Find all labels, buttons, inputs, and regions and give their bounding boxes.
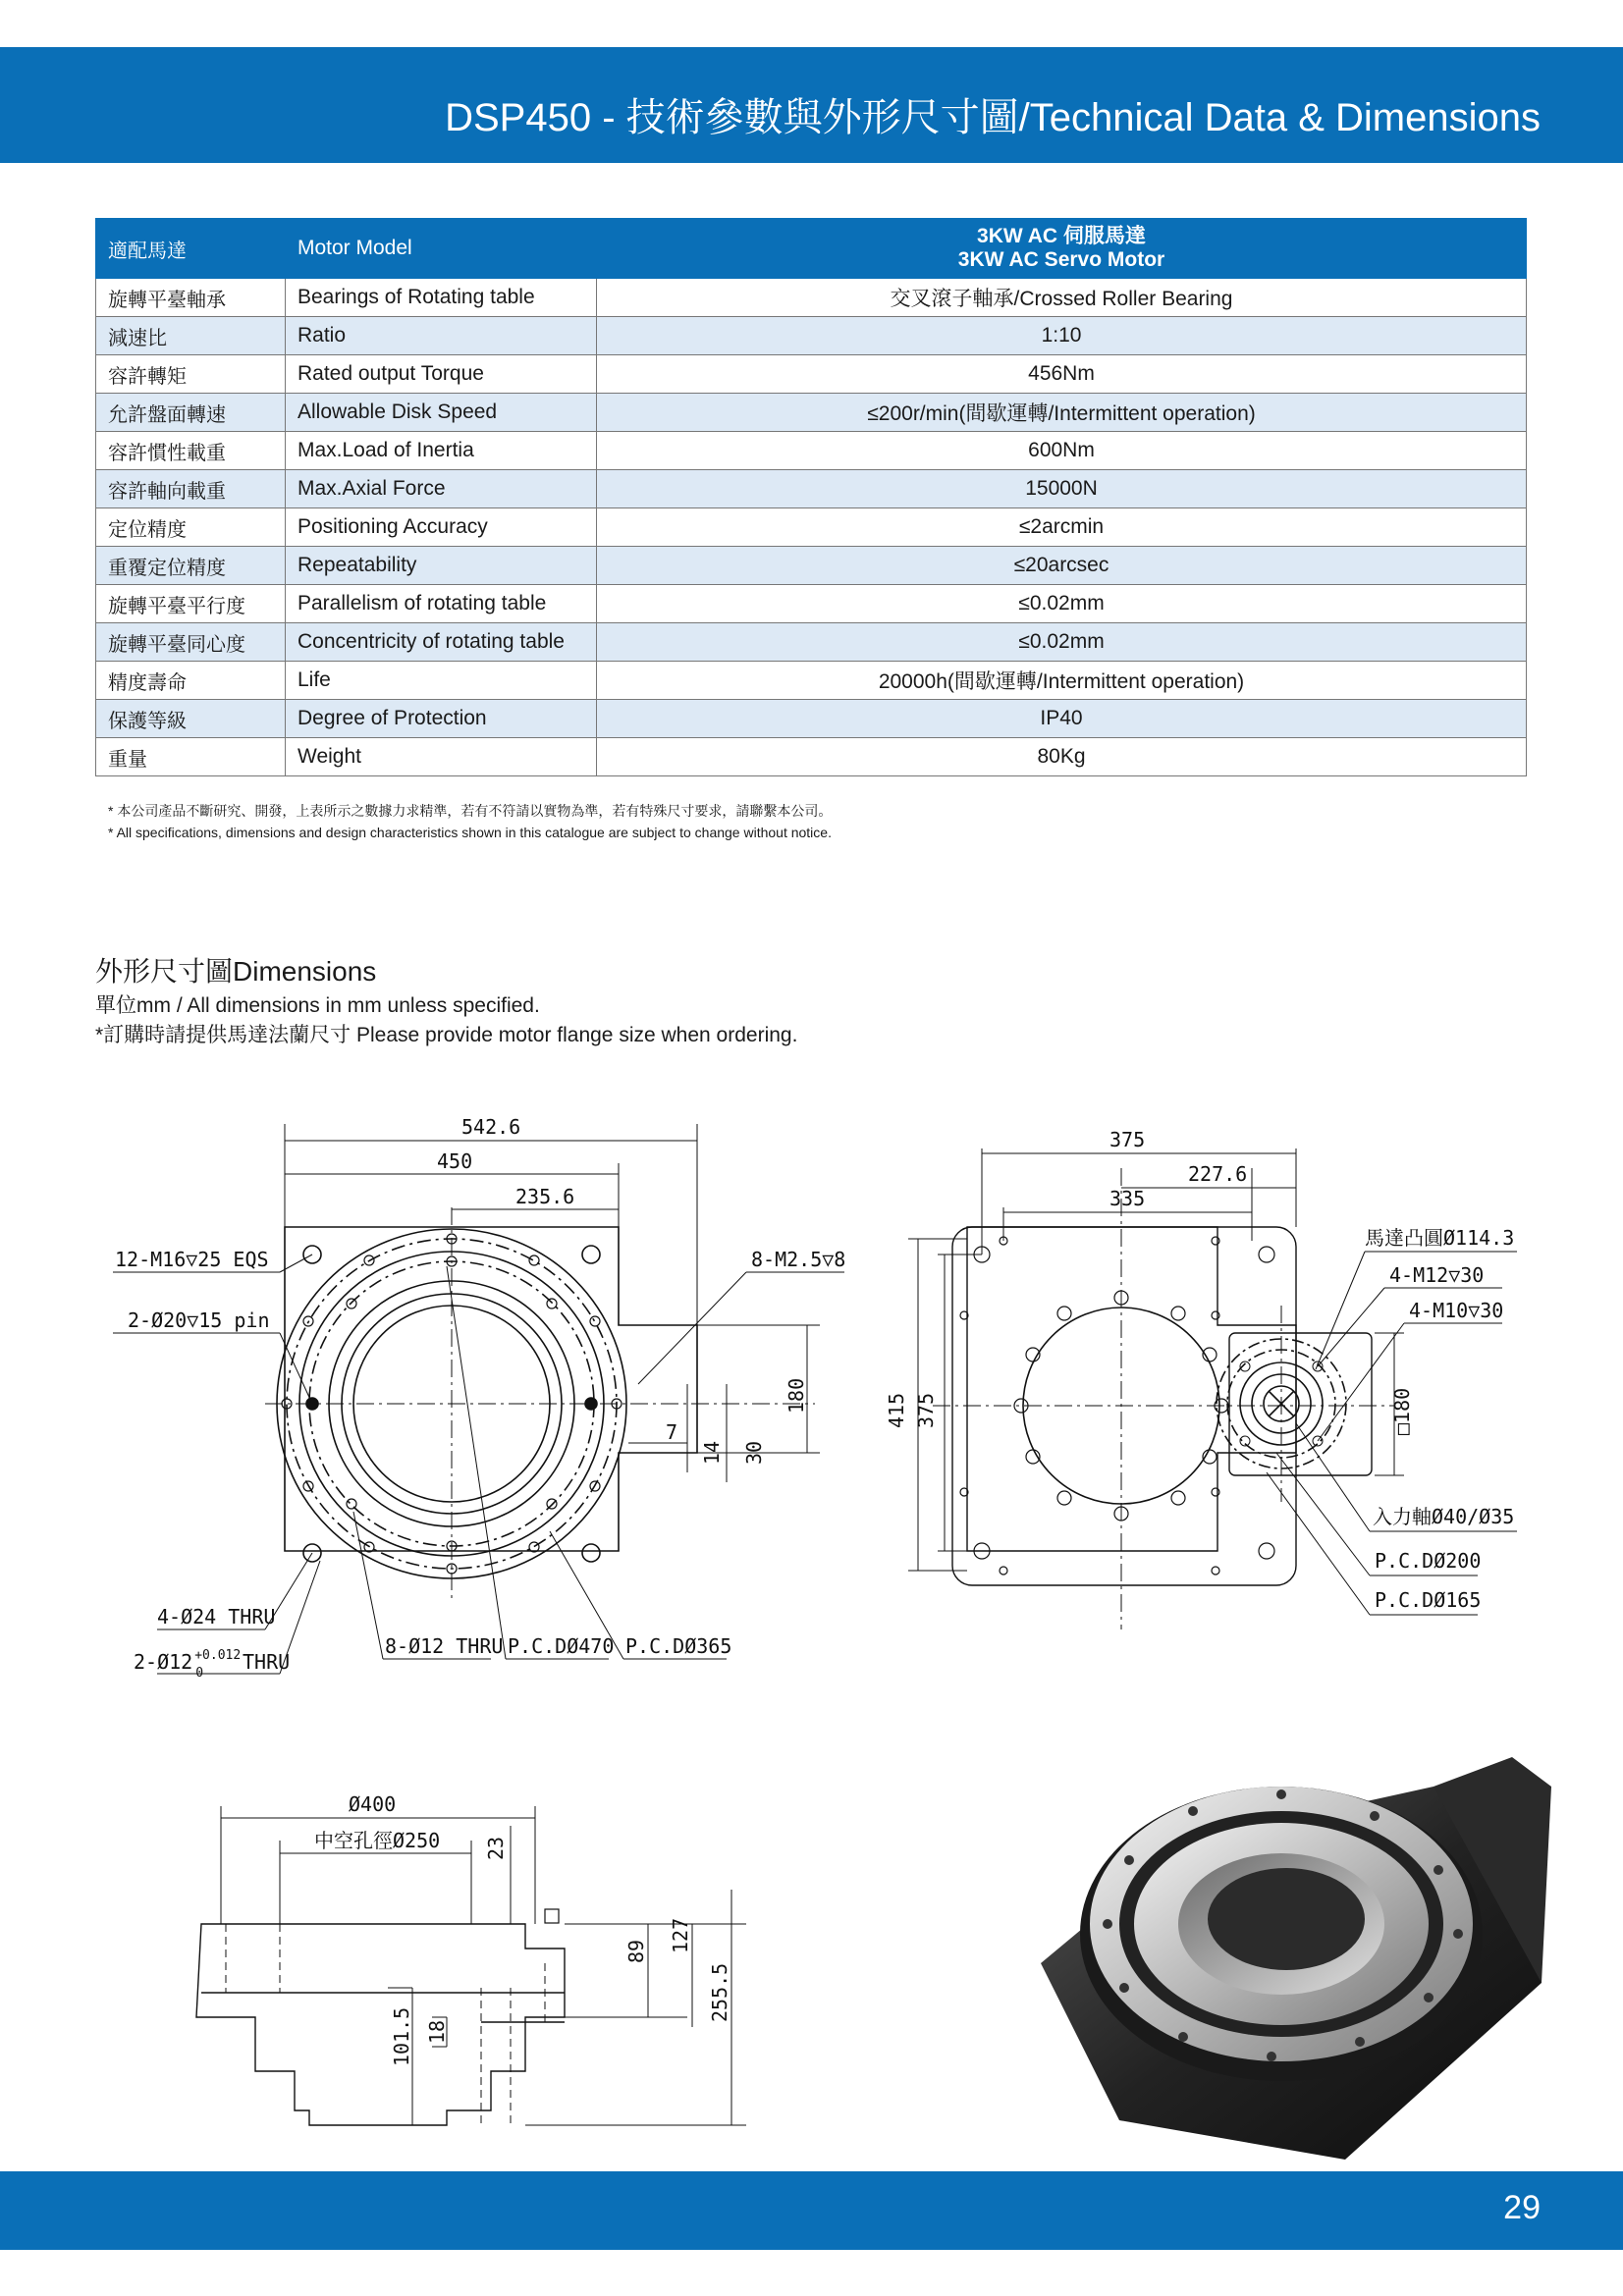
table-header-row <box>96 219 1527 279</box>
note-cn: * 本公司產品不斷研究、開發，上表所示之數據力求精準，若有不符請以實物為準，若有特殊尺寸要求，請聯繫本公司。 <box>108 803 833 819</box>
row-value: 20000h(間歇運轉/Intermittent operation) <box>597 662 1527 700</box>
table-row <box>96 700 1527 738</box>
table-row <box>96 547 1527 585</box>
label-pcd-200: P.C.DØ200 <box>1375 1549 1482 1573</box>
table-row <box>96 432 1527 470</box>
page-title: DSP450 - 技術參數與外形尺寸圖/Technical Data & Dimensions <box>445 96 1541 139</box>
dim-415: 415 <box>885 1392 908 1428</box>
dim-400: Ø400 <box>349 1792 397 1816</box>
row-cn: 重量 <box>96 738 286 776</box>
row-en: Weight <box>286 738 597 776</box>
label-4-m12: 4-M12▽30 <box>1389 1263 1485 1287</box>
row-value: ≤20arcsec <box>597 547 1527 585</box>
motor-flange <box>1229 1333 1372 1475</box>
dim-18: 18 <box>425 2019 449 2044</box>
header-bar <box>0 47 1623 163</box>
dim-sq180: □180 <box>1390 1387 1414 1435</box>
table-row <box>96 279 1527 317</box>
row-value: 80Kg <box>597 738 1527 776</box>
row-cn: 重覆定位精度 <box>96 547 286 585</box>
product-photo <box>1021 1747 1551 2169</box>
notes <box>108 800 832 843</box>
dimensions-heading: 外形尺寸圖Dimensions <box>95 956 377 987</box>
corner-hole <box>582 1246 600 1263</box>
note-en: * All specifications, dimensions and design characteristics shown in this catalogue are subject to change without notice. <box>108 825 832 840</box>
table-row <box>96 355 1527 394</box>
dim-101-5: 101.5 <box>390 2006 413 2066</box>
row-value: ≤2arcmin <box>597 508 1527 547</box>
table-row <box>96 317 1527 355</box>
row-en: Degree of Protection <box>286 700 597 738</box>
dimensions-notes <box>95 991 797 1050</box>
row-en: Concentricity of rotating table <box>286 623 597 662</box>
row-cn: 容許轉矩 <box>96 355 286 394</box>
dim-14: 14 <box>700 1440 724 1465</box>
row-cn: 容許慣性載重 <box>96 432 286 470</box>
table-row <box>96 585 1527 623</box>
header-value-line2: 3KW AC Servo Motor <box>957 248 1165 271</box>
row-en: Ratio <box>286 317 597 355</box>
row-cn: 精度壽命 <box>96 662 286 700</box>
footer-bar <box>0 2171 1623 2250</box>
label-2-pin: 2-Ø20▽15 pin <box>128 1308 270 1332</box>
dim-180-top: 180 <box>784 1377 808 1414</box>
table-row <box>96 662 1527 700</box>
label-pcd-470: P.C.DØ470 <box>508 1634 615 1658</box>
row-value: ≤200r/min(間歇運轉/Intermittent operation) <box>597 394 1527 432</box>
order-note: *訂購時請提供馬達法蘭尺寸 Please provide motor flange size when ordering. <box>95 1024 798 1046</box>
label-2-thru <box>134 1648 290 1681</box>
dim-30: 30 <box>742 1440 766 1465</box>
dim-375-left: 375 <box>914 1392 938 1428</box>
dim-450: 450 <box>437 1149 473 1173</box>
row-value: IP40 <box>597 700 1527 738</box>
row-en: Max.Axial Force <box>286 470 597 508</box>
row-en: Bearings of Rotating table <box>286 279 597 317</box>
label-4-thru: 4-Ø24 THRU <box>157 1605 276 1629</box>
row-value: ≤0.02mm <box>597 623 1527 662</box>
header-cn: 適配馬達 <box>96 219 286 279</box>
row-value: 交叉滾子軸承/Crossed Roller Bearing <box>597 279 1527 317</box>
page-number: 29 <box>1503 2189 1541 2226</box>
table-row <box>96 508 1527 547</box>
row-cn: 定位精度 <box>96 508 286 547</box>
label-4-m10: 4-M10▽30 <box>1409 1299 1504 1322</box>
row-en: Rated output Torque <box>286 355 597 394</box>
dim-89: 89 <box>624 1939 648 1963</box>
dim-227-6: 227.6 <box>1188 1162 1248 1186</box>
row-value: 456Nm <box>597 355 1527 394</box>
label-8-m2-5: 8-M2.5▽8 <box>751 1248 846 1271</box>
row-value: 600Nm <box>597 432 1527 470</box>
row-cn: 旋轉平臺平行度 <box>96 585 286 623</box>
label-hollow: 中空孔徑Ø250 <box>314 1829 441 1852</box>
label-2-thru-tol-upper: +0.012 <box>194 1648 242 1663</box>
dim-235-6: 235.6 <box>515 1185 575 1208</box>
label-8-thru: 8-Ø12 THRU <box>385 1634 504 1658</box>
row-en: Positioning Accuracy <box>286 508 597 547</box>
row-cn: 容許軸向載重 <box>96 470 286 508</box>
row-en: Repeatability <box>286 547 597 585</box>
section-view-body <box>196 1924 565 2125</box>
header-value <box>597 219 1527 279</box>
label-12-m16: 12-M16▽25 EQS <box>115 1248 269 1271</box>
header-value-line1: 3KW AC 伺服馬達 <box>977 225 1146 247</box>
row-en: Life <box>286 662 597 700</box>
row-en: Max.Load of Inertia <box>286 432 597 470</box>
row-cn: 允許盤面轉速 <box>96 394 286 432</box>
dim-23: 23 <box>484 1836 508 1860</box>
row-value: 1:10 <box>597 317 1527 355</box>
row-en: Parallelism of rotating table <box>286 585 597 623</box>
spec-table <box>95 218 1527 776</box>
label-pcd-165: P.C.DØ165 <box>1375 1588 1482 1612</box>
dim-375-top: 375 <box>1109 1128 1146 1151</box>
table-row <box>96 470 1527 508</box>
row-value: ≤0.02mm <box>597 585 1527 623</box>
table-row <box>96 623 1527 662</box>
corner-hole <box>582 1544 600 1562</box>
label-2-thru-tol-lower: 0 <box>195 1666 204 1681</box>
unit-note: 單位mm / All dimensions in mm unless specified. <box>95 994 540 1017</box>
table-row <box>96 394 1527 432</box>
dim-127: 127 <box>669 1917 692 1953</box>
table-row <box>96 738 1527 776</box>
row-cn: 旋轉平臺同心度 <box>96 623 286 662</box>
dim-255-5: 255.5 <box>708 1962 731 2022</box>
label-2-thru-suffix: THRU <box>243 1650 291 1674</box>
header-en: Motor Model <box>286 219 597 279</box>
row-value: 15000N <box>597 470 1527 508</box>
dim-542-6: 542.6 <box>461 1115 521 1139</box>
label-2-thru-base: 2-Ø12 <box>134 1650 193 1674</box>
label-input-shaft: 入力軸Ø40/Ø35 <box>1373 1505 1515 1528</box>
label-motor-boss: 馬達凸圓Ø114.3 <box>1365 1226 1515 1250</box>
label-pcd-365: P.C.DØ365 <box>625 1634 732 1658</box>
dim-7: 7 <box>666 1420 678 1444</box>
row-cn: 保護等級 <box>96 700 286 738</box>
row-en: Allowable Disk Speed <box>286 394 597 432</box>
dim-335: 335 <box>1109 1187 1146 1210</box>
row-cn: 旋轉平臺軸承 <box>96 279 286 317</box>
side-view-body <box>967 1227 1296 1551</box>
row-cn: 減速比 <box>96 317 286 355</box>
